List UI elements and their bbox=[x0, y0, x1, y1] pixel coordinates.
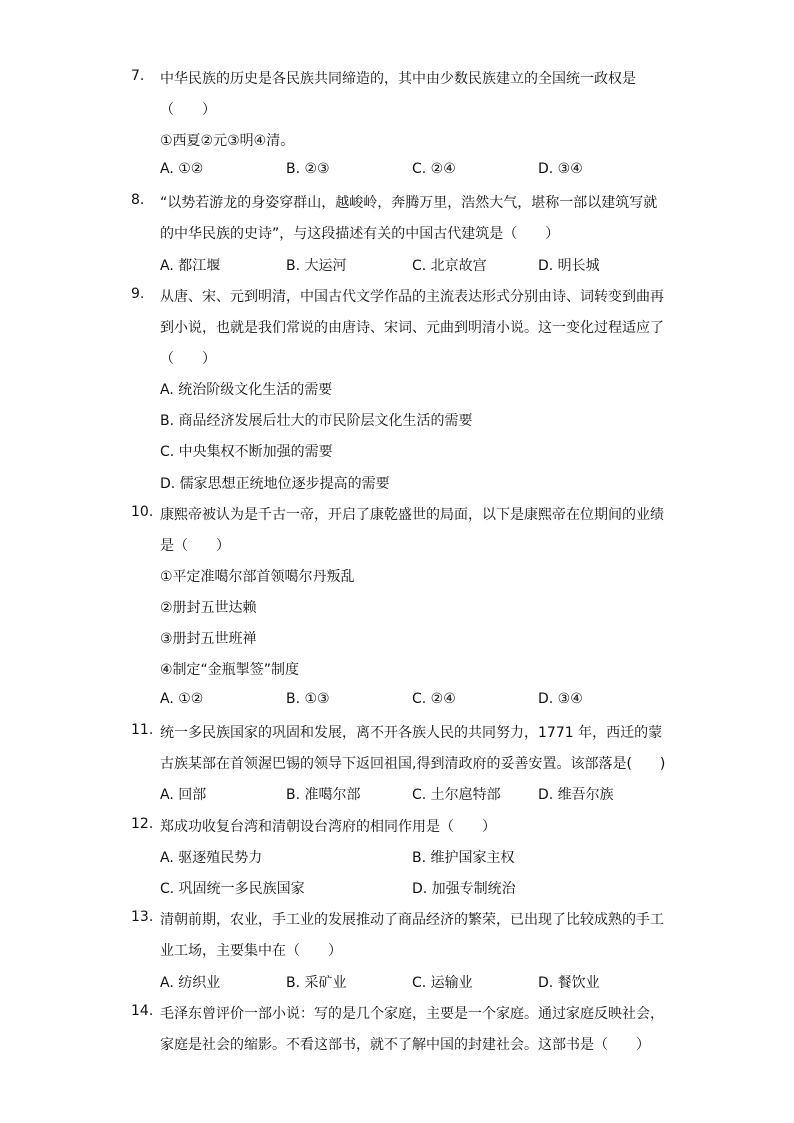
question-text: ①西夏②元③明④清。 bbox=[160, 133, 295, 149]
option: D. 儒家思想正统地位逐步提高的需要 bbox=[160, 476, 390, 492]
option: B. 准噶尔部 bbox=[286, 787, 361, 803]
question-text: 到小说，也就是我们常说的由唐诗、宋词、元曲到明清小说。这一变化过程适应了 bbox=[160, 320, 664, 336]
option: C. 北京故宫 bbox=[412, 258, 487, 274]
option: D. 明长城 bbox=[538, 258, 600, 274]
question-text: 家庭是社会的缩影。不看这部书，就不了解中国的封建社会。这部书是（ ） bbox=[160, 1037, 650, 1053]
question-text: ③册封五世班禅 bbox=[160, 631, 257, 647]
option: B. 维护国家主权 bbox=[412, 850, 515, 866]
question-text: 古族某部在首领渥巴锡的领导下返回祖国,得到清政府的妥善安置。该部落是( ) bbox=[160, 756, 666, 772]
option: B. ②③ bbox=[286, 161, 330, 177]
question-text: ①平定准噶尔部首领噶尔丹叛乱 bbox=[160, 569, 355, 585]
option: B. 采矿业 bbox=[286, 975, 347, 991]
question-text: 统一多民族国家的巩固和发展，离不开各族人民的共同努力，1771 年，西迁的蒙 bbox=[160, 725, 663, 741]
option: D. 餐饮业 bbox=[538, 975, 600, 991]
question-text: “以势若游龙的身姿穿群山，越峻岭，奔腾万里，浩然大气，堪称一部以建筑写就 bbox=[160, 195, 658, 211]
option: C. 巩固统一多民族国家 bbox=[160, 881, 305, 897]
question-number: 11. bbox=[131, 722, 154, 738]
option: B. ①③ bbox=[286, 691, 330, 707]
question-text: 康熙帝被认为是千古一帝，开启了康乾盛世的局面，以下是康熙帝在位期间的业绩 bbox=[160, 507, 664, 523]
option: D. 维吾尔族 bbox=[538, 787, 614, 803]
question-text: 清朝前期，农业，手工业的发展推动了商品经济的繁荣，已出现了比较成熟的手工 bbox=[160, 912, 664, 928]
option: C. 运输业 bbox=[412, 975, 473, 991]
question-number: 13. bbox=[131, 909, 154, 925]
option: A. 纺织业 bbox=[160, 975, 221, 991]
option: C. 中央集权不断加强的需要 bbox=[160, 444, 333, 460]
question-text: 业工场，主要集中在（ ） bbox=[160, 943, 342, 959]
question-number: 9. bbox=[131, 286, 145, 302]
option: D. ③④ bbox=[538, 161, 583, 177]
question-text: ②册封五世达赖 bbox=[160, 600, 257, 616]
question-text: 郑成功收复台湾和清朝设台湾府的相同作用是（ ） bbox=[160, 819, 496, 835]
question-number: 14. bbox=[131, 1003, 154, 1019]
question-text: 毛泽东曾评价一部小说：写的是几个家庭，主要是一个家庭。通过家庭反映社会， bbox=[160, 1006, 664, 1022]
option: A. ①② bbox=[160, 691, 204, 707]
option: D. 加强专制统治 bbox=[412, 881, 516, 897]
option: A. ①② bbox=[160, 161, 204, 177]
option: C. ②④ bbox=[412, 691, 456, 707]
option: A. 回部 bbox=[160, 787, 207, 803]
option: C. ②④ bbox=[412, 161, 456, 177]
question-number: 10. bbox=[131, 504, 154, 520]
question-text: 中华民族的历史是各民族共同缔造的，其中由少数民族建立的全国统一政权是 bbox=[160, 71, 636, 87]
question-number: 12. bbox=[131, 816, 154, 832]
option: D. ③④ bbox=[538, 691, 583, 707]
option: A. 统治阶级文化生活的需要 bbox=[160, 382, 333, 398]
option: A. 都江堰 bbox=[160, 258, 221, 274]
option: A. 驱逐殖民势力 bbox=[160, 850, 263, 866]
question-number: 8. bbox=[131, 192, 145, 208]
question-text: ④制定“金瓶掣签”制度 bbox=[160, 662, 300, 678]
question-text: 从唐、宋、元到明清，中国古代文学作品的主流表达形式分别由诗、词转变到曲再 bbox=[160, 289, 664, 305]
option: B. 大运河 bbox=[286, 258, 347, 274]
question-text: （ ） bbox=[160, 102, 216, 118]
question-text: 的中华民族的史诗”，与这段描述有关的中国古代建筑是（ ） bbox=[160, 226, 560, 242]
question-number: 7. bbox=[131, 68, 145, 84]
question-text: （ ） bbox=[160, 351, 216, 367]
option: C. 土尔扈特部 bbox=[412, 787, 501, 803]
option: B. 商品经济发展后壮大的市民阶层文化生活的需要 bbox=[160, 413, 473, 429]
question-text: 是（ ） bbox=[160, 538, 230, 554]
